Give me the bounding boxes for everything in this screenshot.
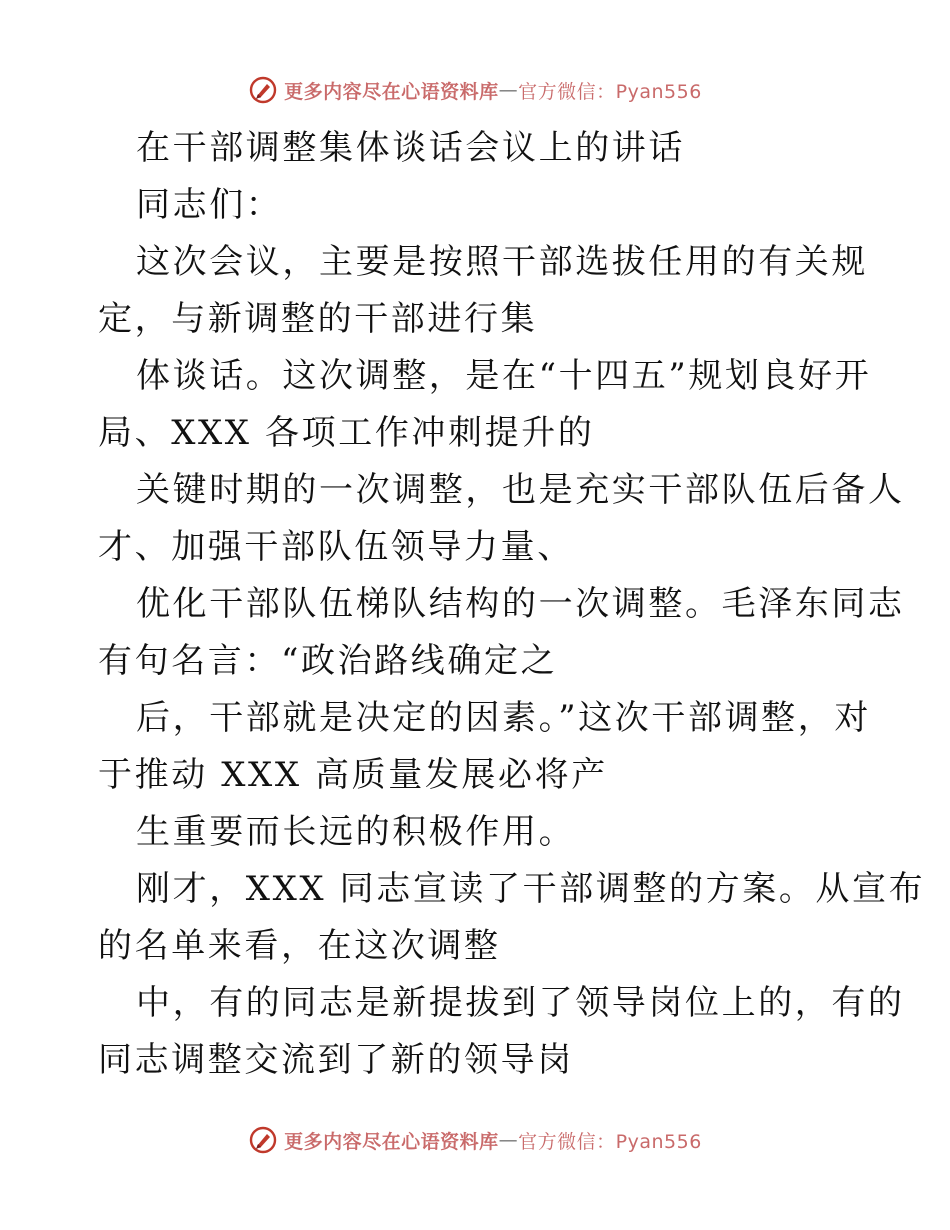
paragraph-line: 后，干部就是决定的因素。”这次干部调整，对 bbox=[136, 698, 871, 738]
paragraph-line: 有句名言：“政治路线确定之 bbox=[98, 641, 558, 681]
paragraph-line: 局、XXX 各项工作冲刺提升的 bbox=[98, 413, 595, 453]
paragraph-line: 生重要而长远的积极作用。 bbox=[136, 812, 576, 852]
paragraph-line: 优化干部队伍梯队结构的一次调整。毛泽东同志 bbox=[136, 584, 905, 624]
paragraph-line: 中，有的同志是新提拔到了领导岗位上的，有的 bbox=[136, 983, 905, 1023]
paragraph-line: 体谈话。这次调整，是在“十四五”规划良好开 bbox=[136, 356, 872, 396]
pen-circle-logo-icon bbox=[248, 1125, 278, 1155]
paragraph-line: 关键时期的一次调整，也是充实干部队伍后备人 bbox=[136, 470, 905, 510]
footer-watermark-banner bbox=[0, 1120, 950, 1160]
paragraph-line: 才、加强干部队伍领导力量、 bbox=[98, 527, 574, 567]
banner-text: 更多内容尽在心语资料库 bbox=[284, 1130, 499, 1153]
salutation: 同志们： bbox=[136, 185, 283, 225]
paragraph-line: 这次会议，主要是按照干部选拔任用的有关规 bbox=[136, 242, 868, 282]
banner-dash: — bbox=[498, 1129, 519, 1151]
paragraph-line: 同志调整交流到了新的领导岗 bbox=[98, 1040, 574, 1080]
paragraph-line: 的名单来看，在这次调整 bbox=[98, 926, 501, 966]
banner-contact: 官方微信：Pyan556 bbox=[518, 80, 702, 103]
document-title: 在干部调整集体谈话会议上的讲话 bbox=[136, 128, 685, 168]
paragraph-line: 刚才，XXX 同志宣读了干部调整的方案。从宣布 bbox=[136, 869, 926, 909]
header-watermark-banner bbox=[0, 70, 950, 110]
banner-dash: — bbox=[498, 79, 519, 101]
paragraph-line: 定，与新调整的干部进行集 bbox=[98, 299, 538, 339]
document-body bbox=[98, 120, 926, 1089]
pen-circle-logo-icon bbox=[248, 75, 278, 105]
banner-text: 更多内容尽在心语资料库 bbox=[284, 80, 499, 103]
banner-contact: 官方微信：Pyan556 bbox=[518, 1130, 702, 1153]
paragraph-line: 于推动 XXX 高质量发展必将产 bbox=[98, 755, 608, 795]
